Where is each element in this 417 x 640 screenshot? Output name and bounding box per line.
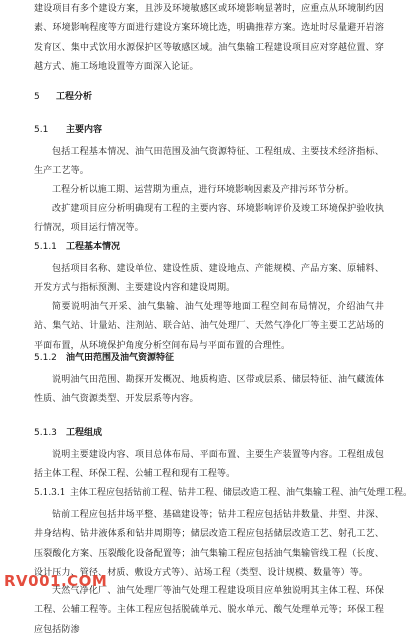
paragraph-5-1-3-1-a: 钻前工程应包括井场平整、基础建设等；钻井工程应包括钻井数量、井型、井深、井身结构、钻井液体系和钻井周期等；储层改造工程应包括储层改造工艺、射孔工艺、压裂酸化方案、压裂酸化设备配置等；油气集输工程应包括油气集输管线工程（长度、设计压力、管径、材质、敷设方式等）、站场工程（类型、设计规模、数量等）等。 — [34, 510, 384, 578]
heading-5-1-1 — [34, 241, 120, 254]
paragraph-5-1-1-a: 包括项目名称、建设单位、建设性质、建设地点、产能规模、产品方案、原辅料、开发方式与指标预测、主要建设内容和建设周期。 — [34, 264, 384, 294]
heading-number: 5.1.2 — [34, 353, 57, 363]
heading-5 — [34, 91, 92, 104]
paragraph-5-1-b: 工程分析以施工期、运营期为重点，进行环境影响因素及产排污环节分析。 — [52, 185, 354, 195]
heading-title: 工程分析 — [56, 92, 93, 102]
heading-number: 5 — [34, 92, 40, 102]
watermark-logo: RV001.COM — [4, 572, 108, 590]
heading-5-1 — [34, 124, 102, 137]
paragraph-5-1-3-a: 说明主要建设内容、项目总体布局、平面布置、主要生产装置等内容。工程组成包括主体工程、环保工程、公辅工程和现有工程等。 — [34, 450, 384, 480]
heading-title: 工程基本情况 — [66, 242, 121, 252]
heading-number: 5.1.1 — [34, 242, 57, 252]
heading-number: 5.1 — [34, 125, 49, 135]
paragraph-intro: 建设项目有多个建设方案，且涉及环境敏感区或环境影响显著时，应重点从环境制约因素、环境影响程度等方面进行建设方案环境比选，明确推荐方案。选址时尽量避开岩溶发育区、集中式饮用水源保护区等敏感区域。油气集输工程建设项目应对穿越位置、穿越方式、施工场地设置等方面深入论证。 — [34, 4, 384, 72]
heading-5-1-3-1 — [34, 487, 412, 500]
paragraph-5-1-2-a: 说明油气田范围、勘探开发概况、地质构造、区带或层系、储层特征、油气藏流体性质、油气资源类型、开发层系等内容。 — [34, 375, 384, 405]
heading-number: 5.1.3.1 — [34, 488, 66, 498]
heading-title: 工程组成 — [66, 428, 103, 438]
paragraph-5-1-c: 改扩建项目应分析明确现有工程的主要内容、环境影响评价及竣工环境保护验收执行情况，项目运行情况等。 — [34, 204, 384, 234]
heading-number: 5.1.3 — [34, 428, 57, 438]
heading-5-1-3 — [34, 427, 102, 440]
heading-5-1-2 — [34, 352, 174, 365]
paragraph-5-1-3-1-b: 天然气净化厂、油气处理厂等油气处理工程建设项目应单独说明其主体工程、环保工程、公辅工程等。主体工程应包括脱硫单元、脱水单元、酸气处理单元等；环保工程应包括防渗 — [34, 586, 384, 635]
paragraph-5-1-a: 包括工程基本情况、油气田范围及油气资源特征、工程组成、主要技术经济指标、生产工艺等。 — [34, 147, 384, 177]
paragraph-5-1-1-b: 简要说明油气开采、油气集输、油气处理等地面工程空间布局情况，介绍油气井站、集气站、计量站、注剂站、联合站、油气处理厂、天然气净化厂等主要工艺站场的平面布置，从环境保护角度分析空间布局与平面布置的合理性。 — [34, 302, 384, 351]
heading-title: 油气田范围及油气资源特征 — [66, 353, 175, 363]
heading-title: 主体工程应包括钻前工程、钻井工程、储层改造工程、油气集输工程、油气处理工程。 — [70, 488, 413, 498]
heading-title: 主要内容 — [66, 125, 103, 135]
